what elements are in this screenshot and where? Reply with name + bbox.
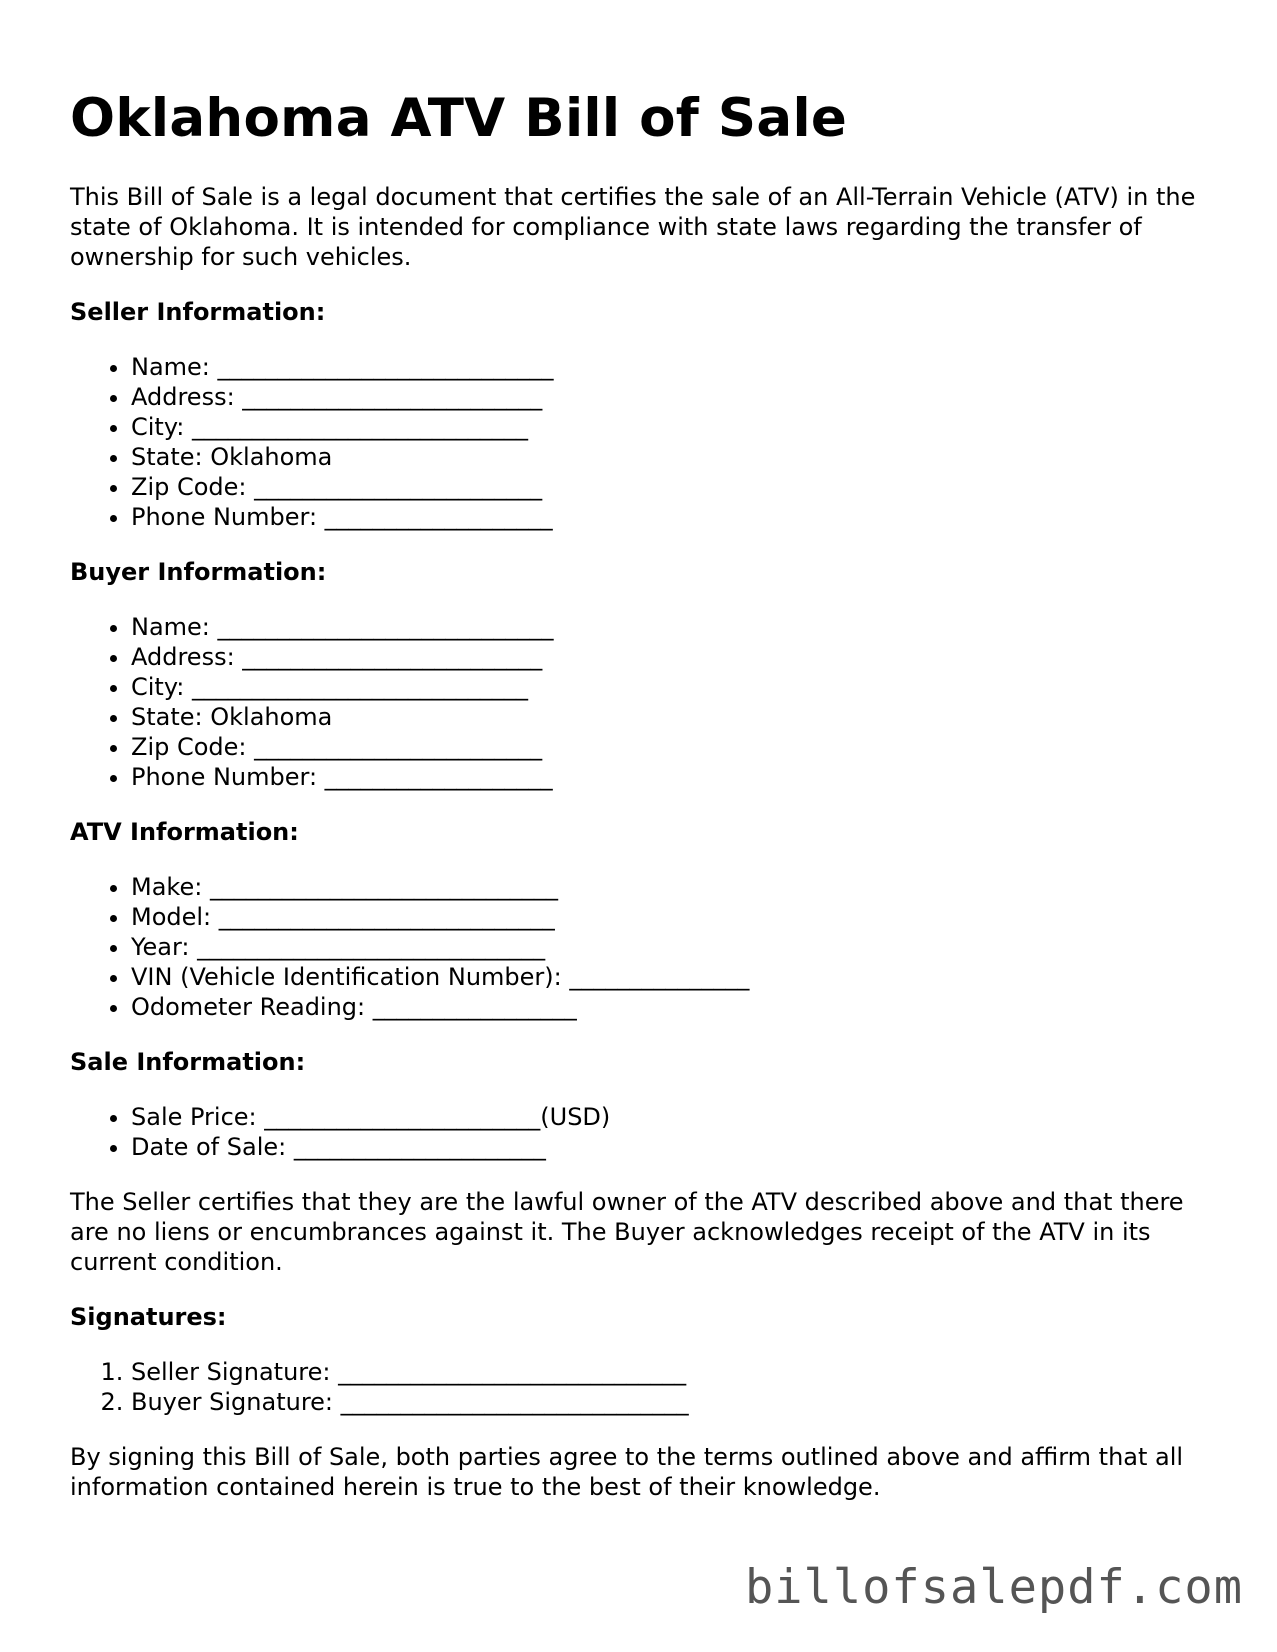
buyer-city-field: • City: ____________________________ <box>131 672 1210 702</box>
intro-paragraph: This Bill of Sale is a legal document that certifies the sale of an All-Terrain Vehicle (ATV) in the state of Oklahoma. It is intended for compliance with state laws regarding the transfer of ownership for such vehicles. <box>70 183 1196 271</box>
sale-list <box>70 1102 1210 1162</box>
sale-date-field: • Date of Sale: _____________________ <box>131 1132 1210 1162</box>
atv-vin-field: • VIN (Vehicle Identification Number): _______________ <box>131 962 1210 992</box>
buyer-list <box>70 612 1210 792</box>
buyer-heading: Buyer Information: <box>70 558 327 586</box>
atv-list <box>70 872 1210 1022</box>
certification-paragraph: The Seller certifies that they are the lawful owner of the ATV described above and that there are no liens or encumbrances against it. The Buyer acknowledges receipt of the ATV in its current condition. <box>70 1188 1184 1276</box>
seller-address-field: • Address: _________________________ <box>131 382 1210 412</box>
seller-city-field: • City: ____________________________ <box>131 412 1210 442</box>
sale-price-field: • Sale Price: _______________________(USD) <box>131 1102 1210 1132</box>
sale-heading: Sale Information: <box>70 1048 306 1076</box>
atv-odometer-field: • Odometer Reading: _________________ <box>131 992 1210 1022</box>
seller-signature-field: 1. Seller Signature: _____________________________ <box>131 1357 1210 1387</box>
seller-phone-field: • Phone Number: ___________________ <box>131 502 1210 532</box>
atv-model-field: • Model: ____________________________ <box>131 902 1210 932</box>
buyer-signature-field: 2. Buyer Signature: _____________________________ <box>131 1387 1210 1417</box>
document <box>70 0 1210 1502</box>
buyer-address-field: • Address: _________________________ <box>131 642 1210 672</box>
atv-year-field: • Year: _____________________________ <box>131 932 1210 962</box>
seller-heading: Seller Information: <box>70 298 326 326</box>
seller-name-field: • Name: ____________________________ <box>131 352 1210 382</box>
buyer-zip-field: • Zip Code: ________________________ <box>131 732 1210 762</box>
seller-state-field: • State: Oklahoma <box>131 442 1210 472</box>
seller-list <box>70 352 1210 532</box>
buyer-state-field: • State: Oklahoma <box>131 702 1210 732</box>
seller-zip-field: • Zip Code: ________________________ <box>131 472 1210 502</box>
buyer-phone-field: • Phone Number: ___________________ <box>131 762 1210 792</box>
atv-make-field: • Make: _____________________________ <box>131 872 1210 902</box>
signatures-list <box>70 1357 1210 1417</box>
atv-heading: ATV Information: <box>70 818 299 846</box>
signatures-heading: Signatures: <box>70 1303 227 1331</box>
page-title: Oklahoma ATV Bill of Sale <box>70 88 848 149</box>
closing-paragraph: By signing this Bill of Sale, both parties agree to the terms outlined above and affirm that all information contained herein is true to the best of their knowledge. <box>70 1443 1184 1501</box>
watermark: billofsalepdf.com <box>744 1560 1243 1615</box>
buyer-name-field: • Name: ____________________________ <box>131 612 1210 642</box>
